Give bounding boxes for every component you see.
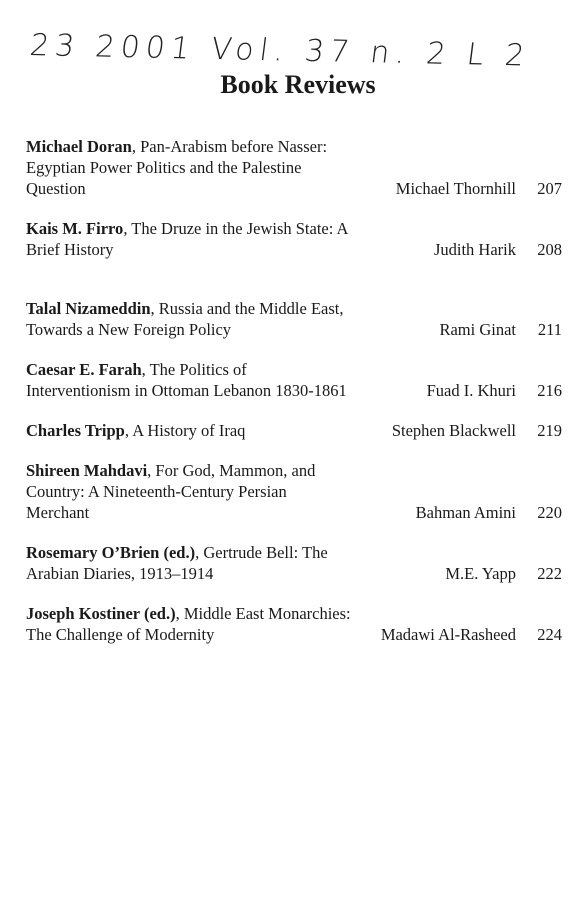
review-entry xyxy=(26,603,562,645)
book-author: Caesar E. Farah xyxy=(26,360,142,379)
reviewer-line xyxy=(445,563,562,584)
review-entry xyxy=(26,542,562,584)
page-number: 216 xyxy=(537,381,562,400)
book-title: , The Druze in the Jewish State: A Brief History xyxy=(26,219,348,259)
book-title: , The Politics of Interventionism in Ottoman Lebanon 1830-1861 xyxy=(26,360,347,400)
reviewer-name: Madawi Al-Rasheed xyxy=(380,625,516,644)
reviewer-line xyxy=(381,624,562,645)
reviewer-name: M.E. Yapp xyxy=(445,564,516,583)
book-author: Shireen Mahdavi xyxy=(26,461,148,480)
reviewer-line xyxy=(392,420,562,441)
book-author: Kais M. Firro xyxy=(26,219,124,238)
review-entry xyxy=(26,136,562,199)
book-title: , For God, Mammon, and Country: A Nineteenth-Century Persian Merchant xyxy=(26,461,316,522)
page-number: 211 xyxy=(537,320,562,339)
page-number: 208 xyxy=(537,240,562,259)
reviewer-name: Fuad I. Khuri xyxy=(426,381,516,400)
handwritten-note: 23 2001 Vol. 37 n. 2 L 2 xyxy=(27,28,533,74)
reviewer-name: Michael Thornhill xyxy=(395,179,516,198)
review-entry xyxy=(26,218,562,260)
book-title: , Gertrude Bell: The Arabian Diaries, 1913–1914 xyxy=(26,543,328,583)
reviewer-line xyxy=(434,239,562,260)
book-author: Charles Tripp xyxy=(26,421,125,440)
review-entry xyxy=(26,460,562,523)
book-author: Joseph Kostiner (ed.) xyxy=(26,604,176,623)
book-title: , A History of Iraq xyxy=(124,421,246,440)
review-entry xyxy=(26,298,562,340)
page-number: 220 xyxy=(537,503,562,522)
book-author: Rosemary O’Brien (ed.) xyxy=(26,543,196,562)
page-title: Book Reviews xyxy=(220,70,376,99)
book-title: , Middle East Monarchies: The Challenge of Modernity xyxy=(26,604,351,644)
review-entry xyxy=(26,359,562,401)
review-entry xyxy=(26,420,562,441)
reviewer-name: Bahman Amini xyxy=(415,503,516,522)
reviewer-line xyxy=(396,178,562,199)
page-number: 222 xyxy=(537,564,562,583)
page-number: 207 xyxy=(537,179,562,198)
reviewer-line xyxy=(416,502,562,523)
reviewer-line xyxy=(439,319,562,340)
page-number: 219 xyxy=(537,421,562,440)
book-title: , Pan-Arabism before Nasser: Egyptian Power Politics and the Palestine Question xyxy=(26,137,328,198)
reviews-list xyxy=(26,136,562,664)
book-author: Michael Doran xyxy=(26,137,132,156)
book-title: , Russia and the Middle East, Towards a New Foreign Policy xyxy=(26,299,344,339)
reviewer-line xyxy=(427,380,562,401)
reviewer-name: Judith Harik xyxy=(433,240,516,259)
reviewer-name: Rami Ginat xyxy=(439,320,516,339)
page-number: 224 xyxy=(537,625,562,644)
book-author: Talal Nizameddin xyxy=(26,299,151,318)
reviewer-name: Stephen Blackwell xyxy=(391,421,516,440)
